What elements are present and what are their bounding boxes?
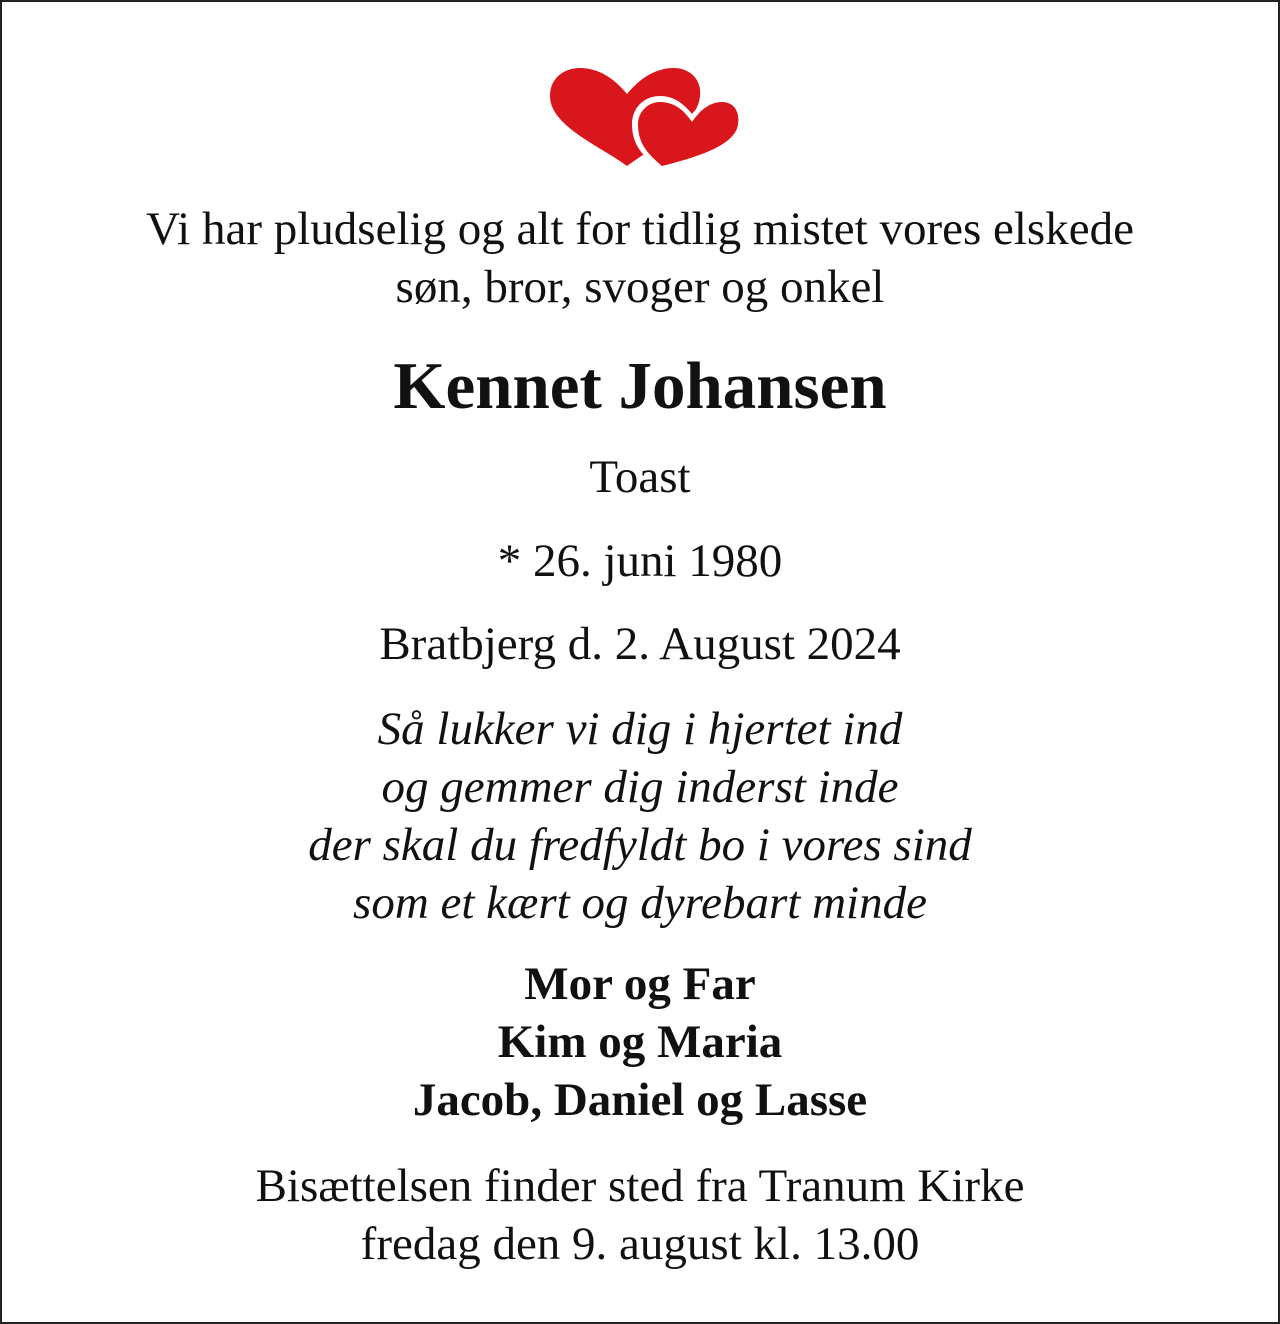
birth-date: * 26. juni 1980 — [497, 535, 783, 587]
intro-line: Vi har pludselig og alt for tidlig mistet vores elskede — [146, 203, 1134, 255]
intro-text — [2, 200, 1278, 316]
verse-line: der skal du fredfyldt bo i vores sind — [308, 819, 972, 871]
family-signatures — [2, 955, 1278, 1129]
deceased-nickname: Toast — [589, 451, 691, 503]
funeral-line: Bisættelsen finder sted fra Tranum Kirke — [255, 1160, 1025, 1212]
two-hearts-icon — [542, 62, 742, 172]
funeral-line: fredag den 9. august kl. 13.00 — [360, 1218, 920, 1270]
verse-line: som et kært og dyrebart minde — [353, 877, 927, 929]
funeral-info — [2, 1157, 1278, 1273]
death-place-date: Bratbjerg d. 2. August 2024 — [379, 618, 901, 670]
memorial-verse — [2, 700, 1278, 932]
family-line: Jacob, Daniel og Lasse — [412, 1074, 868, 1126]
verse-line: Så lukker vi dig i hjertet ind — [377, 703, 903, 755]
verse-line: og gemmer dig inderst inde — [381, 761, 899, 813]
deceased-name: Kennet Johansen — [393, 349, 887, 423]
intro-line: søn, bror, svoger og onkel — [395, 261, 885, 313]
family-line: Kim og Maria — [497, 1016, 783, 1068]
family-line: Mor og Far — [524, 958, 756, 1010]
